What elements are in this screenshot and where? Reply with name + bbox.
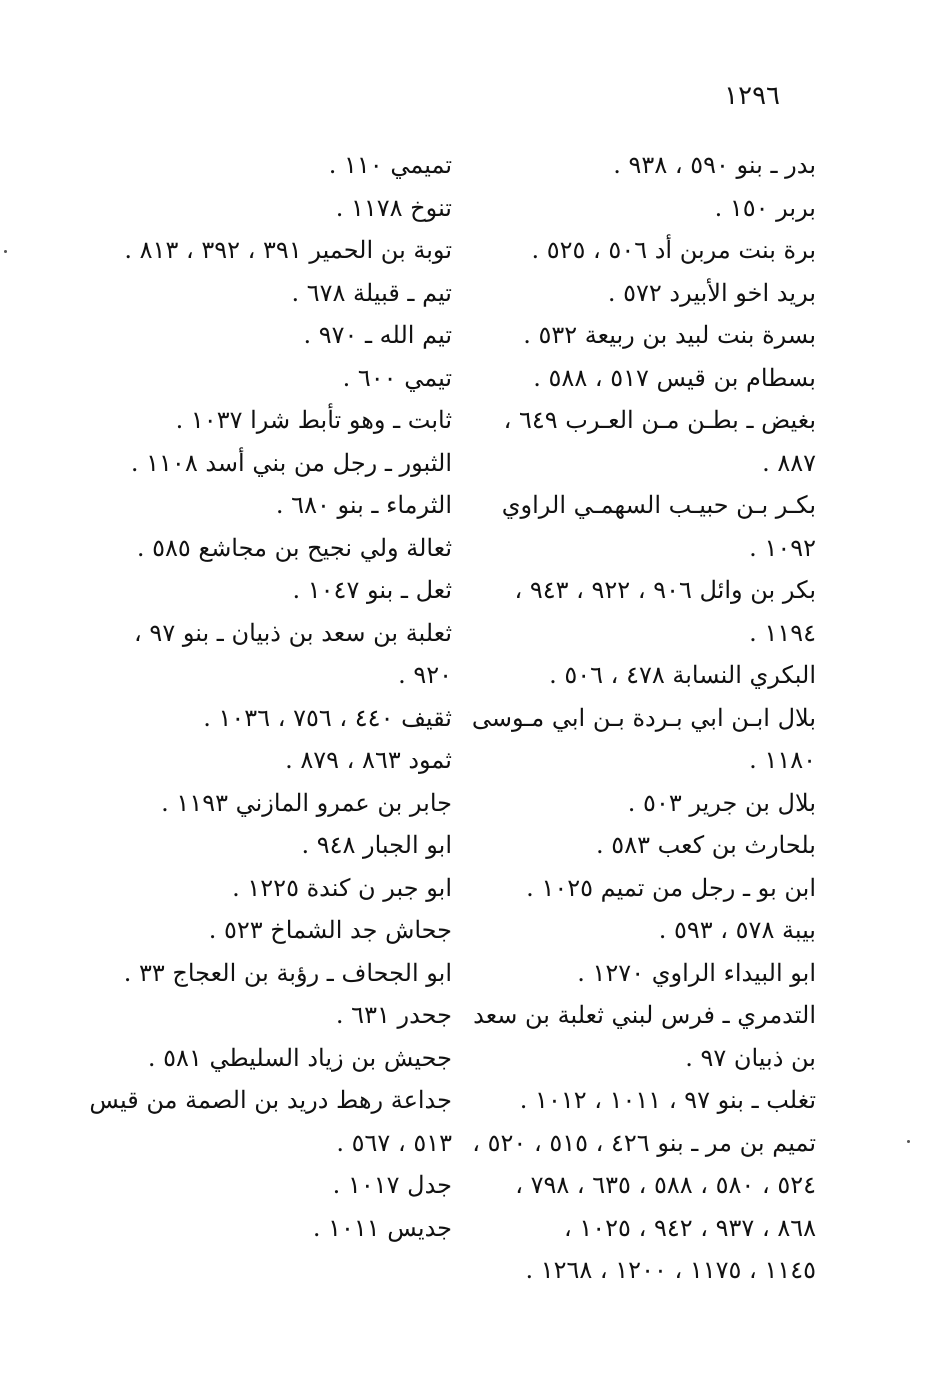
index-line: تيم الله ـ ٩٧٠ . <box>303 321 452 349</box>
index-line: ثابت ـ وهو تأبط شرا ١٠٣٧ . <box>175 406 452 434</box>
index-line: ١٠٩٢ . <box>749 533 816 562</box>
index-line: ثعل ـ بنو ١٠٤٧ . <box>292 576 452 604</box>
index-line: ٥٢٤ ، ٥٨٠ ، ٥٨٨ ، ٦٣٥ ، ٧٩٨ ، <box>515 1171 816 1199</box>
index-line: توبة بن الحمير ٣٩١ ، ٣٩٢ ، ٨١٣ . <box>124 236 452 264</box>
index-line: ١١٨٠ . <box>749 746 816 774</box>
index-line: ابو جبر ن كندة ١٢٢٥ . <box>232 873 452 902</box>
index-line: ثقيف ٤٤٠ ، ٧٥٦ ، ١٠٣٦ . <box>203 703 452 732</box>
index-line: بيبة ٥٧٨ ، ٥٩٣ . <box>658 916 816 944</box>
index-line: بلال بن جرير ٥٠٣ . <box>627 788 816 817</box>
index-line: تنوخ ١١٧٨ . <box>335 193 452 222</box>
index-line: ٨٦٨ ، ٩٣٧ ، ٩٤٢ ، ١٠٢٥ ، <box>564 1213 816 1242</box>
index-line: تغلب ـ بنو ٩٧ ، ١٠١١ ، ١٠١٢ . <box>519 1086 816 1114</box>
index-line: بريد اخو الأبيرد ٥٧٢ . <box>607 278 816 307</box>
index-line: جديس ١٠١١ . <box>312 1213 452 1242</box>
index-line: بلحارث بن كعب ٥٨٣ . <box>596 831 816 859</box>
index-line: الثرماء ـ بنو ٦٨٠ . <box>275 491 452 519</box>
index-line: ٥١٣ ، ٥٦٧ . <box>336 1128 452 1157</box>
index-line: تميمي ١١٠ . <box>328 151 452 179</box>
index-line: تيمي ٦٠٠ . <box>342 363 452 392</box>
index-line: ١١٤٥ ، ١١٧٥ ، ١٢٠٠ ، ١٢٦٨ . <box>525 1256 816 1284</box>
page-number: ١٢٩٦ <box>724 81 780 111</box>
index-line: ابو الجبار ٩٤٨ . <box>301 831 452 859</box>
index-line: بدر ـ بنو ٥٩٠ ، ٩٣٨ . <box>613 151 816 179</box>
index-column-left <box>89 144 452 1249</box>
index-line: الثبور ـ رجل من بني أسد ١١٠٨ . <box>130 448 452 477</box>
index-line: ثمود ٨٦٣ ، ٨٧٩ . <box>285 746 452 774</box>
index-line: جحيش بن زياد السليطي ٥٨١ . <box>147 1043 452 1072</box>
index-line: ثعلبة بن سعد بن ذبيان ـ بنو ٩٧ ، <box>134 618 452 647</box>
index-line: جدل ١٠١٧ . <box>332 1171 452 1199</box>
index-line: ١١٩٤ . <box>749 618 816 647</box>
index-column-right <box>471 144 816 1292</box>
index-line: بسطام بن قيس ٥١٧ ، ٥٨٨ . <box>533 363 816 392</box>
index-line: تيم ـ قبيلة ٦٧٨ . <box>291 278 452 307</box>
index-line: ابن بو ـ رجل من تميم ١٠٢٥ . <box>526 873 816 902</box>
scan-speck <box>4 250 7 253</box>
index-line: ابو الجحاف ـ رؤبة بن العجاج ٣٣ . <box>123 958 452 987</box>
index-line: جابر بن عمرو المازني ١١٩٣ . <box>161 788 452 817</box>
index-line: جداعة رهط دريد بن الصمة من قيس <box>89 1086 452 1114</box>
index-line: بكر بن وائل ٩٠٦ ، ٩٢٢ ، ٩٤٣ ، <box>514 576 816 604</box>
index-line: بسرة بنت لبيد بن ربيعة ٥٣٢ . <box>523 321 816 349</box>
index-line: بلال ابـن ابي بـردة بـن ابي مـوسى <box>471 703 816 732</box>
index-line: بكـر بـن حبيـب السهمـي الراوي <box>501 491 816 519</box>
index-line: ابو البيداء الراوي ١٢٧٠ . <box>577 958 816 987</box>
index-line: تميم بن مر ـ بنو ٤٢٦ ، ٥١٥ ، ٥٢٠ ، <box>472 1128 816 1157</box>
index-line: ثعالة ولي نجيح بن مجاشع ٥٨٥ . <box>136 533 452 562</box>
index-line: جحدر ٦٣١ . <box>335 1001 452 1029</box>
index-line: التدمري ـ فرس لبني ثعلبة بن سعد <box>473 1001 816 1029</box>
index-line: برة بنت مربن أد ٥٠٦ ، ٥٢٥ . <box>531 236 816 264</box>
index-line: البكري النسابة ٤٧٨ ، ٥٠٦ . <box>549 661 816 689</box>
index-line: ٨٨٧ . <box>762 448 816 477</box>
index-line: بن ذبيان ٩٧ . <box>685 1043 816 1072</box>
index-line: بربر ١٥٠ . <box>714 193 816 222</box>
index-line: جحاش جد الشماخ ٥٢٣ . <box>208 916 452 944</box>
index-line: بغيض ـ بطـن مـن العـرب ٦٤٩ ، <box>503 406 816 434</box>
scan-speck <box>907 1140 910 1143</box>
index-line: ٩٢٠ . <box>398 661 452 689</box>
